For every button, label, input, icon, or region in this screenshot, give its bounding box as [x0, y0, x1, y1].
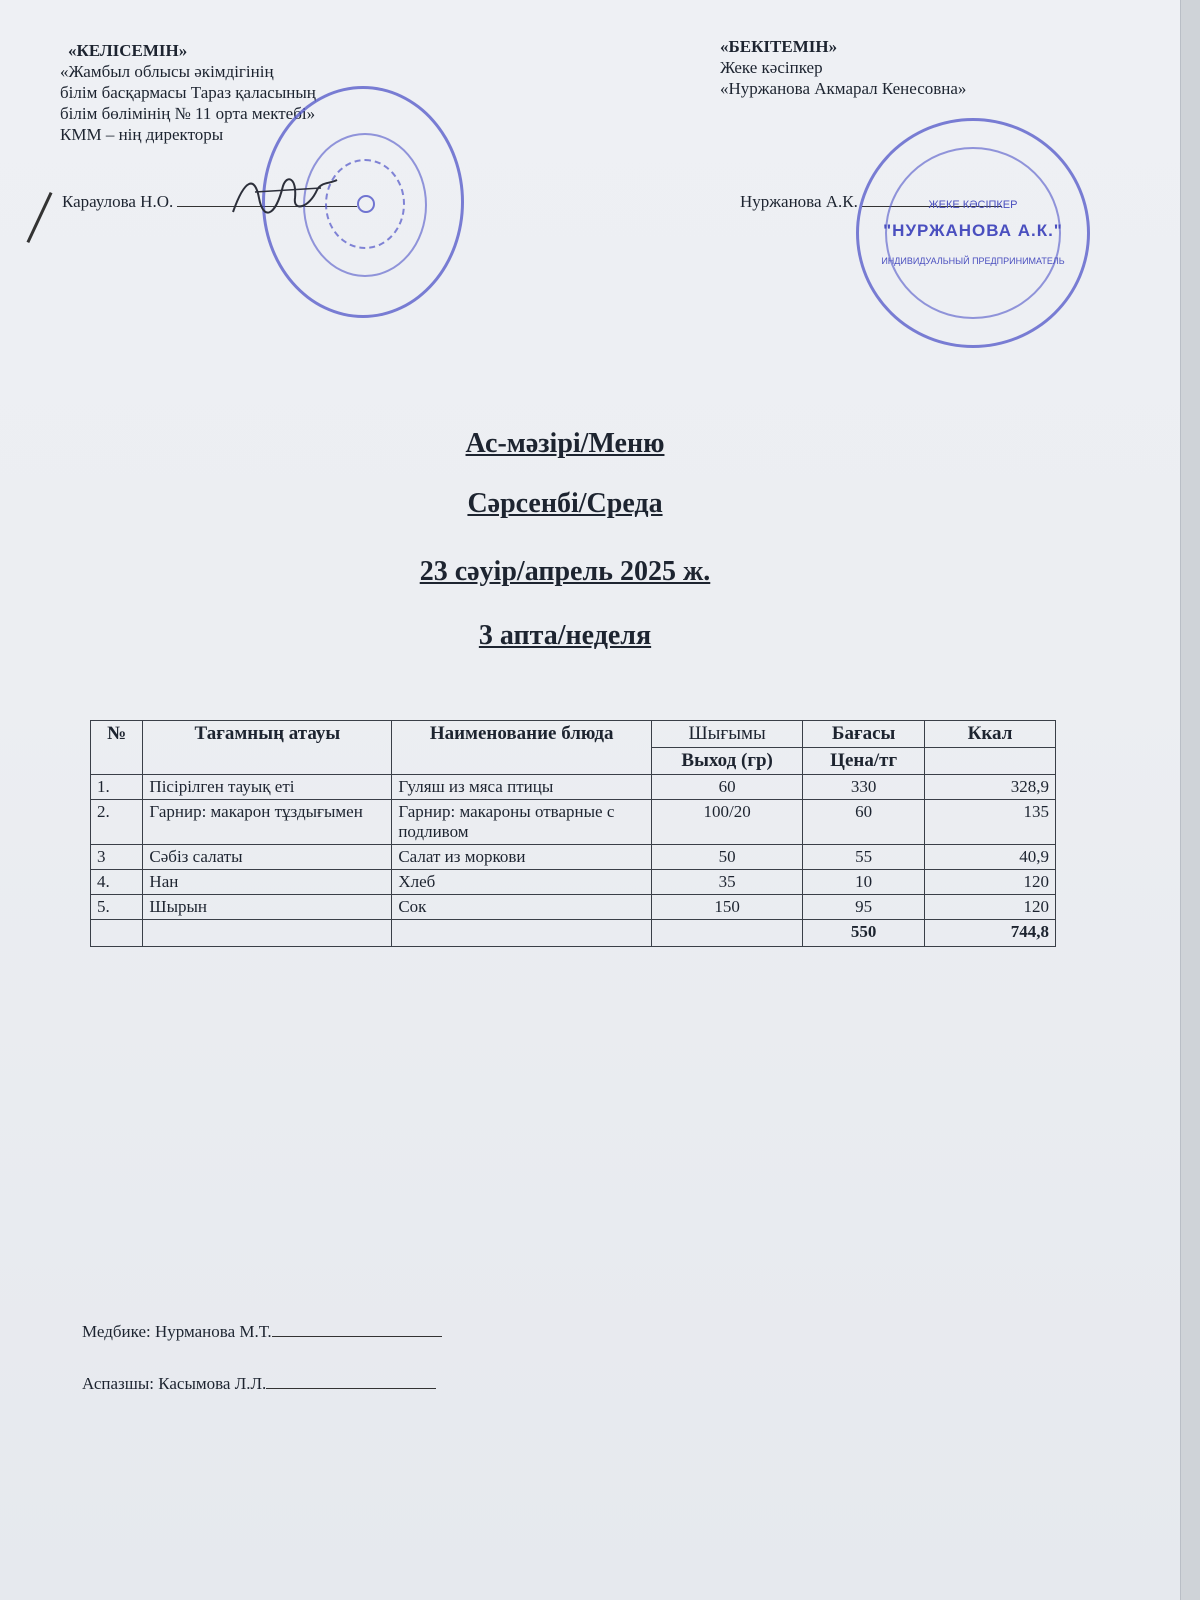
cell-price: 60	[803, 800, 925, 845]
cell-name-ru: Хлеб	[392, 870, 652, 895]
cell-number: 2.	[91, 800, 143, 845]
signature-underline	[272, 1322, 442, 1337]
signature-underline	[266, 1374, 436, 1389]
cell-kcal: 135	[925, 800, 1056, 845]
cell-number: 4.	[91, 870, 143, 895]
cell-empty	[91, 920, 143, 947]
header-name-ru: Наименование блюда	[392, 721, 652, 775]
cell-output: 60	[651, 775, 802, 800]
header-kcal: Ккал	[925, 721, 1056, 748]
agreement-line: «Жамбыл облысы әкімдігінің	[60, 62, 274, 81]
medic-signature-line	[82, 1322, 442, 1342]
cook-name: Аспазшы: Касымова Л.Л.	[82, 1374, 267, 1393]
table-row	[91, 775, 1056, 800]
cell-price: 330	[803, 775, 925, 800]
cell-output: 35	[651, 870, 802, 895]
seal-text: ИНДИВИДУАЛЬНЫЙ ПРЕДПРИНИМАТЕЛЬ	[881, 256, 1065, 266]
approval-line: Жеке кәсіпкер	[720, 58, 823, 77]
table-total-row	[91, 920, 1056, 947]
cell-name-kz: Пісірілген тауық еті	[143, 775, 392, 800]
cook-signature-line	[82, 1374, 436, 1394]
pen-mark	[27, 192, 53, 243]
cell-name-kz: Гарнир: макарон тұздығымен	[143, 800, 392, 845]
header-price-kz: Бағасы	[803, 721, 925, 748]
header-output-kz: Шығымы	[651, 721, 802, 748]
cell-output: 150	[651, 895, 802, 920]
header-price-ru: Цена/тг	[803, 748, 925, 775]
table-row	[91, 845, 1056, 870]
agreement-line: білім бөлімінің № 11 орта мектебі»	[60, 104, 316, 123]
table-row	[91, 800, 1056, 845]
cell-empty	[143, 920, 392, 947]
menu-table	[90, 720, 1056, 947]
director-name: Караулова Н.О.	[62, 192, 174, 211]
header-kcal-empty	[925, 748, 1056, 775]
approval-line: «Нуржанова Акмарал Кенесовна»	[720, 79, 967, 98]
cell-name-ru: Сок	[392, 895, 652, 920]
approval-block	[720, 36, 1140, 99]
cell-name-kz: Шырын	[143, 895, 392, 920]
agreement-line: білім басқармасы Тараз қаласының	[60, 83, 316, 102]
cell-name-kz: Нан	[143, 870, 392, 895]
total-price: 550	[803, 920, 925, 947]
cell-name-ru: Гуляш из мяса птицы	[392, 775, 652, 800]
cell-price: 95	[803, 895, 925, 920]
cell-number: 5.	[91, 895, 143, 920]
header-output-ru: Выход (гр)	[651, 748, 802, 775]
cell-kcal: 120	[925, 870, 1056, 895]
cell-name-ru: Гарнир: макароны отварные с подливом	[392, 800, 652, 845]
seal-name: "НУРЖАНОВА А.К."	[883, 221, 1063, 240]
menu-date: 23 сәуір/апрель 2025 ж.	[419, 556, 711, 587]
cell-price: 55	[803, 845, 925, 870]
table-row	[91, 895, 1056, 920]
cell-kcal: 328,9	[925, 775, 1056, 800]
handwritten-signature-icon	[225, 168, 345, 224]
cell-kcal: 120	[925, 895, 1056, 920]
cell-empty	[392, 920, 652, 947]
table-row	[91, 870, 1056, 895]
cell-kcal: 40,9	[925, 845, 1056, 870]
header-number: №	[91, 721, 143, 775]
approval-heading: «БЕКІТЕМІН»	[720, 37, 838, 56]
medic-name: Медбике: Нурманова М.Т.	[82, 1322, 272, 1341]
seal-text: ЖЕКЕ КӘСІПКЕР	[928, 199, 1018, 211]
agreement-heading: «КЕЛІСЕМІН»	[68, 41, 188, 60]
cell-number: 1.	[91, 775, 143, 800]
table-header-row	[91, 721, 1056, 748]
entrepreneur-name: Нуржанова А.К.	[740, 192, 858, 211]
total-kcal: 744,8	[925, 920, 1056, 947]
cell-empty	[651, 920, 802, 947]
cell-number: 3	[91, 845, 143, 870]
cell-name-kz: Сәбіз салаты	[143, 845, 392, 870]
menu-week: 3 апта/неделя	[478, 620, 652, 651]
cell-output: 50	[651, 845, 802, 870]
agreement-line: КММ – нің директоры	[60, 125, 224, 144]
cell-price: 10	[803, 870, 925, 895]
entrepreneur-round-seal-icon	[856, 118, 1090, 348]
cell-output: 100/20	[651, 800, 802, 845]
menu-title: Ас-мәзірі/Меню	[465, 428, 665, 459]
cell-name-ru: Салат из моркови	[392, 845, 652, 870]
menu-day: Сәрсенбі/Среда	[467, 488, 663, 519]
header-name-kz: Тағамның атауы	[143, 721, 392, 775]
